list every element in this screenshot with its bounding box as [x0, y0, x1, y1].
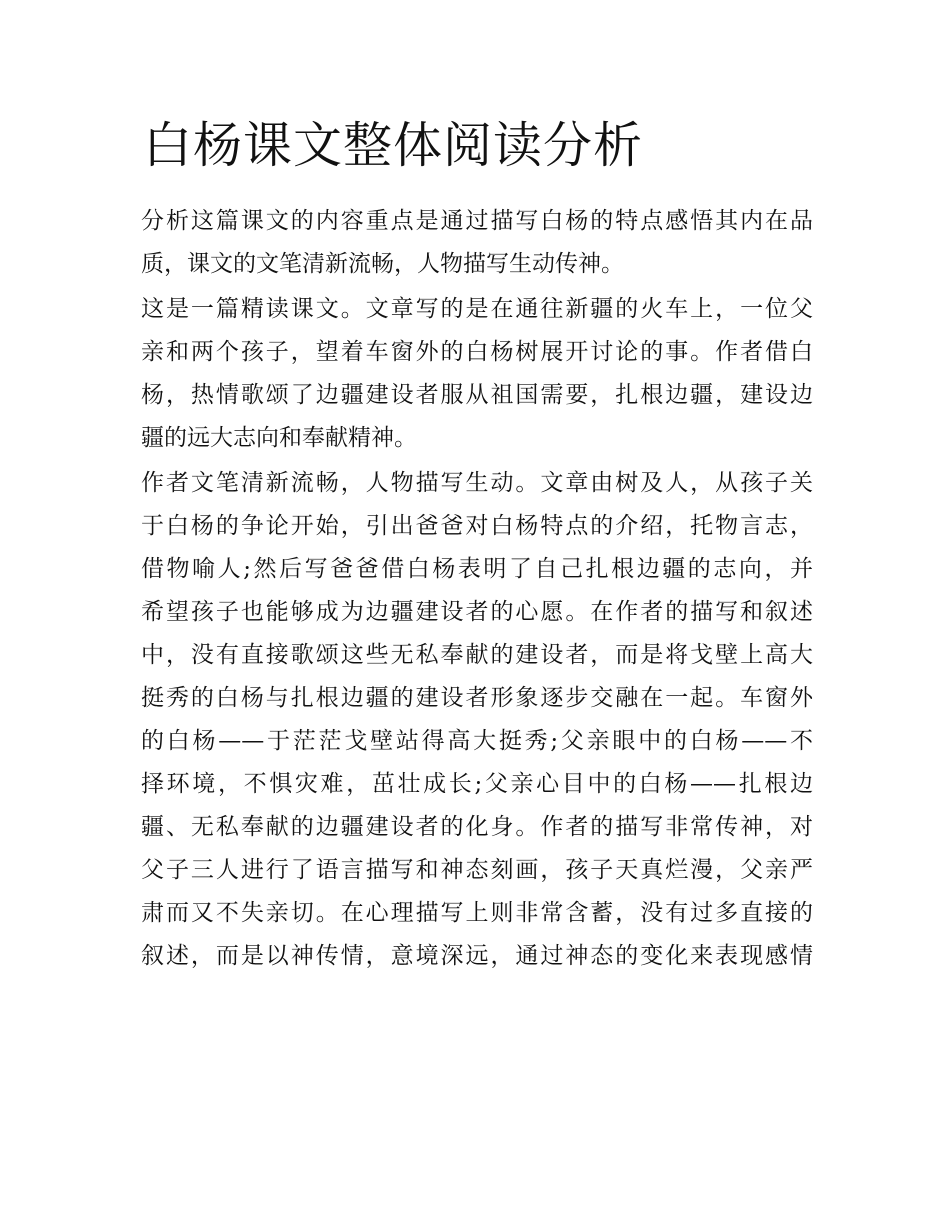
paragraph-1	[141, 200, 813, 286]
paragraph-2	[141, 288, 813, 460]
text-line: 作者文笔清新流畅，人物描写生动。文章由树及人，从孩子关	[141, 470, 813, 496]
document-title: 白杨课文整体阅读分析	[143, 117, 644, 174]
text-line: 叙述，而是以神传情，意境深远，通过神态的变化来表现感情	[141, 943, 813, 969]
text-line: 肃而又不失亲切。在心理描写上则非常含蓄，没有过多直接的	[141, 900, 813, 926]
text-line: 这是一篇精读课文。文章写的是在通往新疆的火车上，一位父	[141, 296, 813, 322]
text-line: 择环境，不惧灾难，茁壮成长;父亲心目中的白杨——扎根边	[141, 771, 813, 797]
text-line: 挺秀的白杨与扎根边疆的建设者形象逐步交融在一起。车窗外	[141, 685, 813, 711]
text-line: 中，没有直接歌颂这些无私奉献的建设者，而是将戈壁上高大	[141, 642, 813, 668]
text-line: 疆的远大志向和奉献精神。	[141, 425, 417, 451]
paragraph-3	[141, 462, 813, 978]
text-line: 杨，热情歌颂了边疆建设者服从祖国需要，扎根边疆，建设边	[141, 382, 813, 408]
text-line: 希望孩子也能够成为边疆建设者的心愿。在作者的描写和叙述	[141, 599, 813, 625]
text-line: 父子三人进行了语言描写和神态刻画，孩子天真烂漫，父亲严	[141, 857, 813, 883]
text-line: 分析这篇课文的内容重点是通过描写白杨的特点感悟其内在品	[141, 208, 813, 234]
text-line: 疆、无私奉献的边疆建设者的化身。作者的描写非常传神，对	[141, 814, 813, 840]
text-line: 于白杨的争论开始，引出爸爸对白杨特点的介绍，托物言志，	[141, 513, 813, 539]
text-line: 的白杨——于茫茫戈壁站得高大挺秀;父亲眼中的白杨——不	[141, 728, 813, 754]
text-line: 亲和两个孩子，望着车窗外的白杨树展开讨论的事。作者借白	[141, 339, 813, 365]
text-line: 借物喻人;然后写爸爸借白杨表明了自己扎根边疆的志向，并	[141, 556, 813, 582]
text-line: 质，课文的文笔清新流畅，人物描写生动传神。	[141, 251, 624, 277]
document-body	[141, 200, 813, 980]
